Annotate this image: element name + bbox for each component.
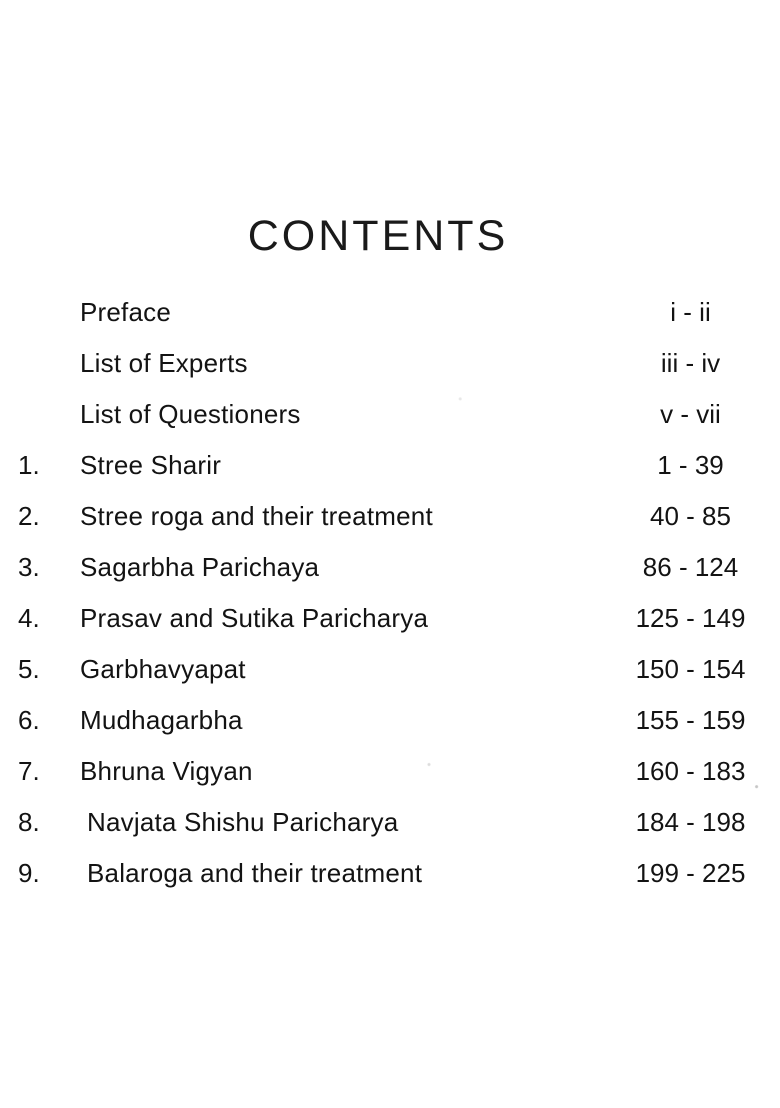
entry-number: 5. bbox=[18, 654, 40, 684]
entry-pages: 155 - 159 bbox=[635, 705, 746, 735]
toc-row-front-matter bbox=[0, 287, 780, 338]
entry-pages: 150 - 154 bbox=[635, 654, 746, 684]
toc-row-chapter bbox=[0, 440, 780, 491]
toc-row-chapter bbox=[0, 491, 780, 542]
entry-number: 7. bbox=[18, 756, 40, 786]
entry-title: Stree Sharir bbox=[80, 450, 222, 480]
entry-title: Balaroga and their treatment bbox=[87, 858, 423, 888]
entry-pages: 184 - 198 bbox=[635, 807, 746, 837]
entry-title: Bhruna Vigyan bbox=[80, 756, 253, 786]
entry-title: List of Questioners bbox=[80, 399, 301, 429]
entry-title: Sagarbha Parichaya bbox=[80, 552, 320, 582]
entry-pages: 199 - 225 bbox=[635, 858, 746, 888]
toc-row-front-matter bbox=[0, 389, 780, 440]
entry-pages: iii - iv bbox=[660, 348, 721, 378]
page-title: CONTENTS bbox=[247, 212, 509, 260]
entry-pages: 1 - 39 bbox=[657, 450, 724, 480]
entry-title: Prasav and Sutika Paricharya bbox=[80, 603, 429, 633]
entry-number: 4. bbox=[18, 603, 40, 633]
toc-row-front-matter bbox=[0, 338, 780, 389]
toc-row-chapter bbox=[0, 593, 780, 644]
entry-pages: 125 - 149 bbox=[635, 603, 746, 633]
entry-number: 1. bbox=[18, 450, 40, 480]
entry-title: List of Experts bbox=[80, 348, 248, 378]
toc-row-chapter bbox=[0, 746, 780, 797]
toc-row-chapter bbox=[0, 848, 780, 899]
toc-row-chapter bbox=[0, 695, 780, 746]
entry-number: 6. bbox=[18, 705, 40, 735]
entry-pages: 86 - 124 bbox=[642, 552, 739, 582]
entry-title: Mudhagarbha bbox=[80, 705, 243, 735]
toc-row-chapter bbox=[0, 644, 780, 695]
entry-title: Navjata Shishu Paricharya bbox=[87, 807, 399, 837]
table-of-contents bbox=[0, 287, 780, 899]
entry-pages: 160 - 183 bbox=[635, 756, 746, 786]
entry-pages: v - vii bbox=[660, 399, 721, 429]
entry-pages: i - ii bbox=[670, 297, 711, 327]
toc-row-chapter bbox=[0, 542, 780, 593]
entry-number: 9. bbox=[18, 858, 40, 888]
entry-title: Garbhavyapat bbox=[80, 654, 246, 684]
entry-title: Preface bbox=[80, 297, 172, 327]
entry-number: 8. bbox=[18, 807, 40, 837]
toc-row-chapter bbox=[0, 797, 780, 848]
entry-number: 3. bbox=[18, 552, 40, 582]
entry-pages: 40 - 85 bbox=[650, 501, 731, 531]
entry-title: Stree roga and their treatment bbox=[80, 501, 433, 531]
entry-number: 2. bbox=[18, 501, 40, 531]
